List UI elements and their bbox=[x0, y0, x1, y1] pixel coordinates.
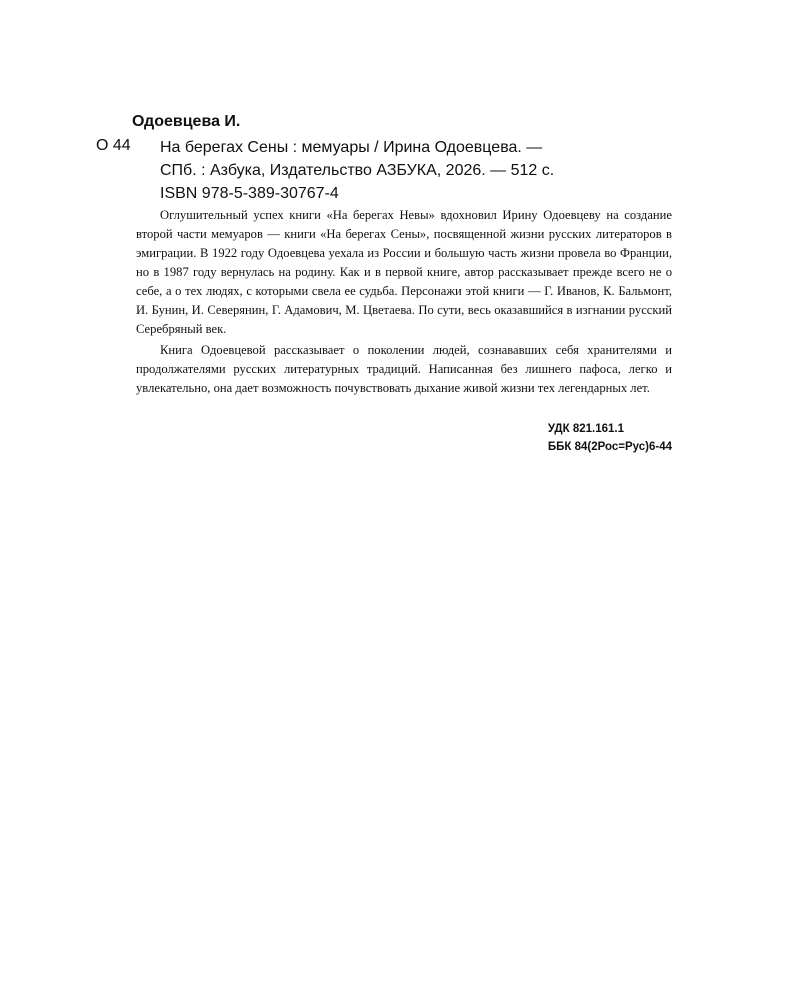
bibliographic-description bbox=[160, 136, 672, 182]
annotation bbox=[136, 206, 672, 398]
isbn: ISBN 978-5-389-30767-4 bbox=[160, 185, 339, 202]
annotation-paragraph-2: Книга Одоевцевой рассказывает о поколении людей, сознававших себя хранителями и продолжателями русских литературных традиций. Написанная без лишнего пафоса, легко и увлекательно, она дает возможность почувствовать дыхание живой жизни тех легендарных лет. bbox=[136, 343, 672, 395]
title-line-1: На берегах Сены : мемуары / Ирина Одоевцева. — bbox=[160, 139, 543, 156]
bbk-code: ББК 84(2Рос=Рус)6-44 bbox=[547, 441, 672, 453]
author-heading: Одоевцева И. bbox=[132, 113, 241, 130]
annotation-paragraph-1: Оглушительный успех книги «На берегах Невы» вдохновил Ирину Одоевцеву на создание второй части мемуаров — книги «На берегах Сены», посвященной жизни русских литераторов в эмиграции. В 1922 году Одоевцева уехала из России и большую часть жизни провела во Франции, но в 1987 году вернулась на родину. Как и в первой книге, автор рассказывает прежде всего не о себе, а о тех людях, с которыми свела ее судьба. Персонажи этой книги — Г. Иванов, К. Бальмонт, И. Бунин, И. Северянин, Г. Адамович, М. Цветаева. По сути, весь оказавшийся в изгнании русский Серебряный век. bbox=[136, 208, 672, 336]
classification-codes bbox=[548, 420, 672, 456]
publication-line: СПб. : Азбука, Издательство АЗБУКА, 2026. — 512 с. bbox=[160, 162, 555, 179]
author-index-code: О 44 bbox=[96, 137, 131, 154]
udk-code: УДК 821.161.1 bbox=[547, 423, 624, 435]
